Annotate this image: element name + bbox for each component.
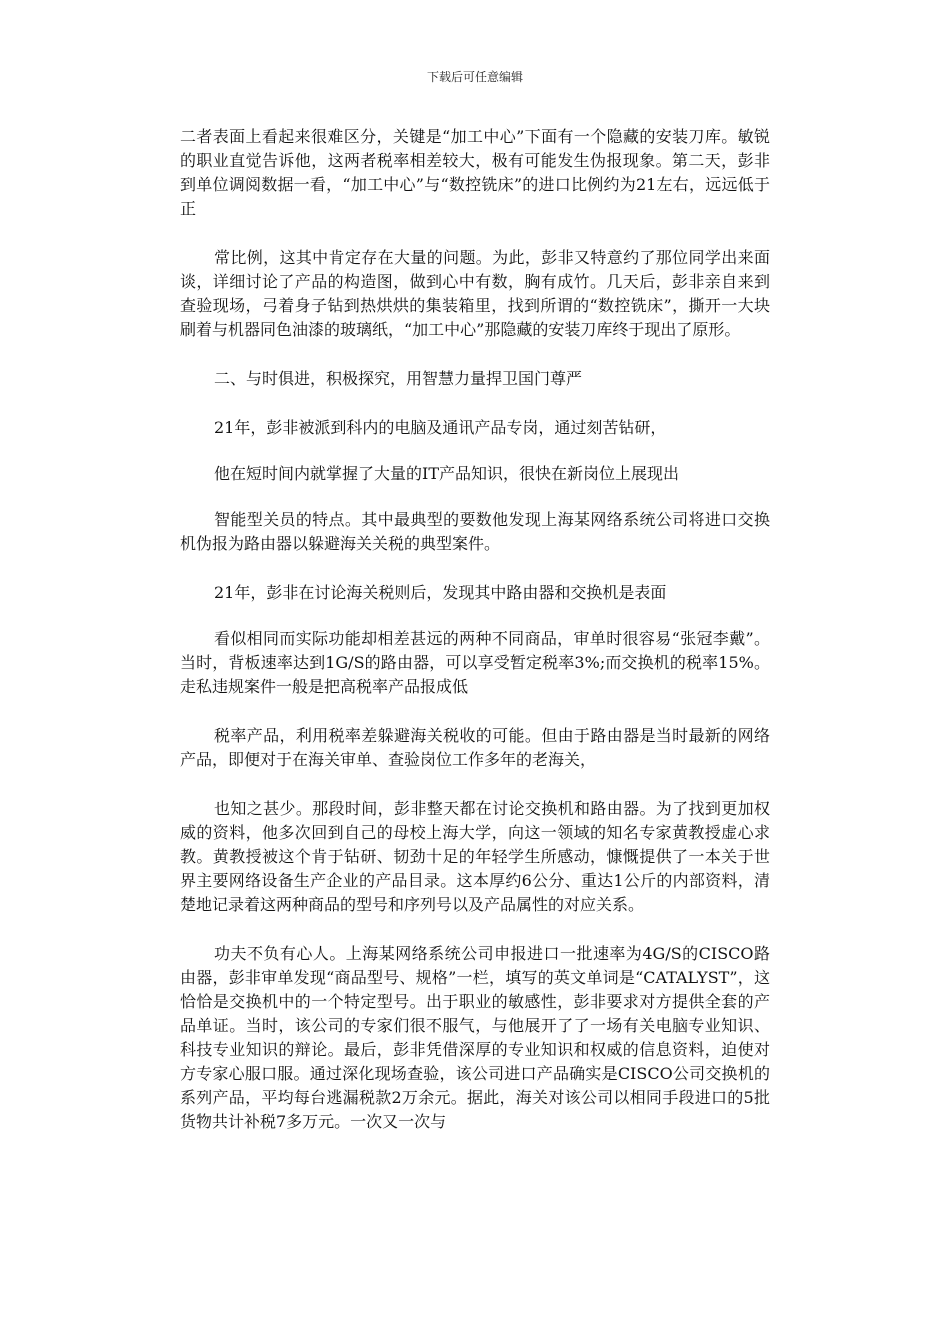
paragraph: 看似相同而实际功能却相差甚远的两种不同商品，审单时很容易“张冠李戴”。当时，背板速率达到1G/S的路由器，可以享受暂定税率3%;而交换机的税率15%。走私违规案件一般是把高税率产品报成低 <box>180 629 770 696</box>
paragraph: 常比例，这其中肯定存在大量的问题。为此，彭非又特意约了那位同学出来面谈，详细讨论了产品的构造图，做到心中有数，胸有成竹。几天后，彭非亲自来到查验现场，弓着身子钻到热烘烘的集装箱里，找到所谓的“数控铣床”，撕开一大块刷着与机器同色油漆的玻璃纸，“加工中心”那隐藏的安装刀库终于现出了原形。 <box>180 248 770 339</box>
paragraph: 21年，彭非被派到科内的电脑及通讯产品专岗，通过刻苦钻研， <box>214 418 667 437</box>
document-body <box>180 125 770 1159</box>
paragraph: 他在短时间内就掌握了大量的IT产品知识，很快在新岗位上展现出 <box>214 464 679 483</box>
paragraph: 二者表面上看起来很难区分，关键是“加工中心”下面有一个隐藏的安装刀库。敏锐的职业直觉告诉他，这两者税率相差较大，极有可能发生伪报现象。第二天，彭非到单位调阅数据一看，“加工中心”与“数控铣床”的进口比例约为21左右，远远低于正 <box>180 127 770 218</box>
paragraph: 税率产品，利用税率差躲避海关税收的可能。但由于路由器是当时最新的网络产品，即便对于在海关审单、查验岗位工作多年的老海关， <box>180 726 770 769</box>
paragraph: 智能型关员的特点。其中最典型的要数他发现上海某网络系统公司将进口交换机伪报为路由器以躲避海关关税的典型案件。 <box>180 510 770 553</box>
paragraph: 也知之甚少。那段时间，彭非整天都在讨论交换机和路由器。为了找到更加权威的资料，他多次回到自己的母校上海大学，向这一领域的知名专家黄教授虚心求教。黄教授被这个肯于钻研、韧劲十足的年轻学生所感动，慷慨提供了一本关于世界主要网络设备生产企业的产品目录。这本厚约6公分、重达1公斤的内部资料，清楚地记录着这两种商品的型号和序列号以及产品属性的对应关系。 <box>180 799 770 914</box>
paragraph: 功夫不负有心人。上海某网络系统公司申报进口一批速率为4G/S的CISCO路由器，彭非审单发现“商品型号、规格”一栏，填写的英文单词是“CATALYST”，这恰恰是交换机中的一个特定型号。出于职业的敏感性，彭非要求对方提供全套的产品单证。当时，该公司的专家们很不服气，与他展开了了一场有关电脑专业知识、科技专业知识的辩论。最后，彭非凭借深厚的专业知识和权威的信息资料，迫使对方专家心服口服。通过深化现场查验，该公司进口产品确实是CISCO公司交换机的系列产品，平均每台逃漏税款2万余元。据此，海关对该公司以相同手段进口的5批货物共计补税7多万元。一次又一次与 <box>180 944 770 1131</box>
header-note: 下载后可任意编辑 <box>426 70 523 84</box>
paragraph: 21年，彭非在讨论海关税则后，发现其中路由器和交换机是表面 <box>214 583 667 602</box>
section-heading: 二、与时俱进，积极探究，用智慧力量捍卫国门尊严 <box>214 369 583 388</box>
